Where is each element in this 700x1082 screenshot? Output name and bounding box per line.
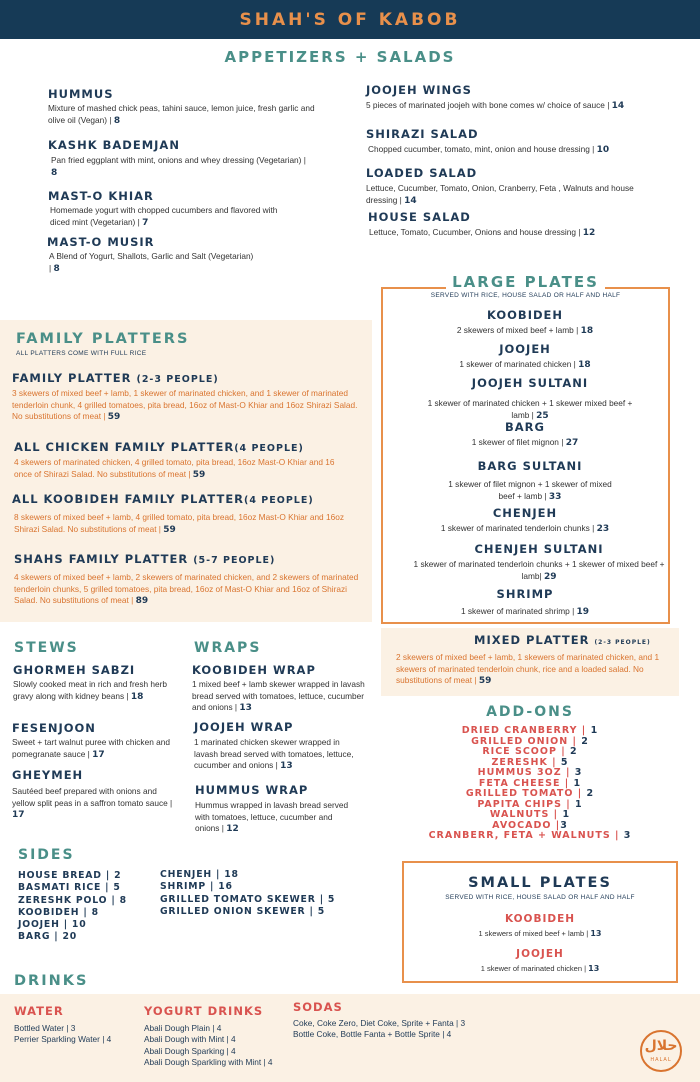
wrap-joojeh [194, 720, 366, 773]
addon-item: GRILLED ONION | 2 [471, 735, 589, 747]
family-platter-1 [12, 371, 362, 424]
item-desc: Mixture of mashed chick peas, tahini sauce, lemon juice, fresh garlic and olive oil (Vegan) | [48, 103, 315, 125]
item-name: JOOJEH WINGS [366, 83, 472, 97]
addon-item: AVOCADO |3 [492, 819, 568, 831]
halal-logo [640, 1030, 682, 1072]
item-price: 18 [580, 326, 594, 336]
item-price: 10 [596, 145, 610, 155]
item-price: 23 [596, 524, 610, 534]
item-name: MIXED PLATTER [474, 633, 590, 647]
item-desc: 5 pieces of marinated joojeh with bone comes w/ choice of sauce | [366, 100, 612, 110]
item-desc: 1 mixed beef + lamb skewer wrapped in lavash bread served with tomatoes, lettuce, cucumber and onions | [192, 679, 365, 712]
small-koobideh [410, 913, 670, 940]
appetizer-mast-o-musir [47, 235, 257, 275]
drink-category: SODAS [293, 1000, 343, 1014]
item-desc: Pan fried eggplant with mint, onions and whey dressing (Vegetarian) | [51, 155, 306, 165]
drink-item: Abali Dough Sparkling with Mint | 4 [144, 1056, 273, 1067]
item-name: MAST-O MUSIR [47, 235, 155, 249]
item-name: JOOJEH SULTANI [471, 376, 589, 390]
item-price: 59 [192, 469, 206, 480]
drink-item: Coke, Coke Zero, Diet Coke, Sprite + Fanta | 3 [293, 1018, 466, 1028]
item-name: BARG SULTANI [477, 459, 583, 473]
appetizer-kashk-bademjan [48, 138, 308, 179]
drink-item: Abali Dough Sparking | 4 [144, 1045, 236, 1056]
item-name: MAST-O KHIAR [48, 189, 154, 203]
mixed-platter [396, 633, 676, 688]
item-price: 25 [536, 410, 549, 421]
large-koobideh [395, 308, 655, 338]
item-desc: 1 skewer of filet mignon + 1 skewer of mixed beef + lamb | [448, 479, 612, 501]
side-item: BASMATI RICE | 5 [18, 882, 121, 894]
item-price: 8 [53, 263, 60, 274]
sodas-section [293, 1000, 523, 1041]
item-desc: 1 skewer of marinated shrimp | [460, 606, 577, 616]
item-name: ALL KOOBIDEH FAMILY PLATTER [12, 492, 245, 506]
addon-item: FETA CHEESE | 1 [478, 777, 582, 789]
sides-right-list [160, 869, 390, 918]
item-price: 7 [142, 217, 149, 228]
item-people: (4 PEOPLE) [244, 495, 314, 506]
addon-item: GRILLED TOMATO | 2 [465, 788, 595, 799]
item-price: 8 [113, 115, 121, 126]
item-price: 13 [588, 964, 600, 973]
small-plates-title: SMALL PLATES [468, 875, 612, 891]
sides-left-list [18, 870, 158, 944]
side-item: KOOBIDEH | 8 [18, 906, 99, 918]
item-price: 12 [226, 824, 239, 834]
item-name: ALL CHICKEN FAMILY PLATTER [14, 440, 235, 454]
family-platter-4 [14, 552, 364, 608]
item-desc: 4 skewers of marinated chicken, 4 grilled tomato, pita bread, 16oz Mast-O Khiar and 16 once of Shirazi Salad. No substitutions of meat | [14, 457, 335, 479]
small-joojeh [410, 948, 670, 975]
item-desc: Sautéed beef prepared with onions and yellow split peas in a saffron tomato sauce | [12, 786, 173, 808]
item-price: 59 [163, 524, 176, 535]
appetizer-loaded-salad [366, 166, 656, 207]
addon-item: CRANBERR, FETA + WALNUTS | 3 [428, 830, 632, 841]
halal-text: HALAL [650, 1057, 672, 1063]
item-name: FAMILY PLATTER [12, 371, 132, 385]
item-people: (2-3 PEOPLE) [136, 374, 219, 385]
item-people: (4 PEOPLE) [234, 443, 304, 454]
item-desc: 1 skewer of filet mignon | [471, 437, 566, 447]
side-item: BARG | 20 [18, 931, 78, 943]
item-price: 59 [107, 412, 121, 422]
item-name: HOUSE SALAD [368, 210, 471, 224]
item-desc: Chopped cucumber, tomato, mint, onion and house dressing | [368, 144, 597, 154]
drink-item: Bottle Coke, Bottle Fanta + Bottle Sprite | 4 [293, 1029, 452, 1040]
item-price: 59 [478, 676, 492, 686]
addons-list [410, 726, 650, 842]
stew-gheymeh [12, 768, 182, 822]
item-name: JOOJEH [499, 342, 551, 356]
item-price: 33 [548, 491, 562, 502]
item-price: 17 [92, 749, 105, 760]
stew-ghormeh-sabzi [13, 663, 183, 703]
item-price: 13 [239, 703, 252, 713]
item-price: 27 [565, 438, 579, 448]
item-people: (2-3 PEOPLE) [594, 639, 651, 646]
restaurant-title: SHAH'S OF KABOB [239, 10, 461, 30]
item-name: KOOBIDEH [504, 913, 576, 925]
appetizer-joojeh-wings [366, 83, 666, 113]
yogurt-drinks-section [144, 1004, 304, 1068]
item-desc: Slowly cooked meat in rich and fresh herb gravy along with kidney beans | [13, 679, 168, 701]
item-name: GHORMEH SABZI [13, 663, 136, 677]
addon-item: PAPITA CHIPS | 1 [477, 798, 583, 810]
item-desc: 3 skewers of mixed beef + lamb, 1 skewer of marinated chicken, and 1 skewer of marinated tenderloin chunk, 4 grilled tomatoes, pita bread, 16oz of Mast-O Khiar and 16oz Shirazi Salad. No substitutions of meat | [12, 388, 358, 421]
item-price: 17 [12, 810, 25, 820]
large-shrimp [395, 587, 655, 619]
item-desc: Lettuce, Tomato, Cucumber, Onions and house dressing | [369, 227, 583, 237]
item-desc: 2 skewers of mixed beef + lamb | [456, 325, 581, 335]
item-desc: 8 skewers of mixed beef + lamb, 4 grilled tomato, pita bread, 16oz Mast-O Khiar and 16oz Shirazi Salad. No substitutions of meat | [14, 512, 344, 534]
appetizer-mast-o-khiar [48, 189, 288, 229]
drink-item: Perrier Sparkling Water | 4 [14, 1034, 112, 1045]
item-name: LOADED SALAD [366, 166, 478, 180]
item-desc: Lettuce, Cucumber, Tomato, Onion, Cranberry, Feta , Walnuts and house dressing | [366, 183, 634, 205]
stew-fesenjoon [12, 721, 187, 761]
item-name: HUMMUS [48, 87, 114, 101]
appetizer-shirazi-salad [366, 127, 666, 157]
family-platter-3 [12, 492, 352, 536]
addon-item: DRIED CRANBERRY | 1 [461, 725, 599, 736]
item-desc: 1 skewer of marinated chicken | [480, 964, 589, 973]
item-name: GHEYMEH [12, 768, 84, 782]
halal-script: حلال [644, 1038, 678, 1054]
item-desc: 1 skewer of marinated chicken | [459, 359, 579, 369]
item-price: 19 [576, 607, 590, 617]
addon-item: WALNUTS | 1 [489, 809, 571, 820]
large-chenjeh [395, 506, 655, 536]
item-price: 29 [543, 571, 557, 582]
item-price: 8 [51, 167, 58, 178]
item-price: 18 [578, 360, 591, 370]
item-price: 12 [582, 228, 596, 238]
item-desc: 1 skewer of marinated chicken + 1 skewer mixed beef + lamb | [427, 398, 633, 420]
water-section [14, 1004, 144, 1046]
item-desc: A Blend of Yogurt, Shallots, Garlic and Salt (Vegetarian) | [49, 251, 254, 273]
drinks-title: DRINKS [14, 973, 89, 989]
item-price: 18 [130, 691, 144, 702]
item-desc: 2 skewers of mixed beef + lamb, 1 skewers of marinated chicken, and 1 skewers of marinated tenderloin chunk, rice and a loaded salad. No substitutions of meat | [396, 652, 660, 685]
drink-item: Abali Dough Plain | 4 [144, 1023, 222, 1033]
item-name: SHRIMP [496, 587, 554, 601]
item-price: 13 [280, 761, 293, 771]
appetizer-house-salad [368, 210, 668, 240]
small-plates-subtitle: SERVED WITH RICE, HOUSE SALAD OR HALF AND HALF [445, 894, 635, 901]
item-price: 89 [135, 596, 149, 606]
item-name: KOOBIDEH [486, 308, 564, 322]
large-barg [395, 420, 655, 450]
item-desc: 1 marinated chicken skewer wrapped in lavash bread served with tomatoes, lettuce, cucumber and onions | [194, 737, 354, 770]
item-desc: 1 skewer of marinated tenderloin chunks + 1 skewer of mixed beef + lamb| [413, 559, 665, 581]
item-name: SHAHS FAMILY PLATTER [14, 552, 189, 566]
appetizer-hummus [48, 87, 328, 127]
side-item: CHENJEH | 18 [160, 869, 239, 880]
item-price: 14 [404, 195, 417, 206]
side-item: GRILLED ONION SKEWER | 5 [160, 905, 326, 917]
item-desc: 1 skewers of mixed beef + lamb | [478, 929, 591, 938]
item-name: KOOBIDEH WRAP [192, 663, 316, 677]
addons-title: ADD-ONS [486, 704, 574, 720]
large-chenjeh-sultani [410, 542, 668, 583]
drink-category: WATER [14, 1004, 64, 1018]
family-platter-2 [14, 440, 354, 481]
addon-item: HUMMUS 3OZ | 3 [477, 767, 583, 778]
item-desc: Hummus wrapped in lavash bread served with tomatoes, lettuce, cucumber and onions | [195, 800, 349, 833]
addon-item: ZERESHK | 5 [491, 756, 569, 768]
item-people: (5-7 PEOPLE) [193, 555, 276, 566]
item-desc: Homemade yogurt with chopped cucumbers and flavored with diced mint (Vegetarian) | [50, 205, 278, 227]
side-item: JOOJEH | 10 [18, 919, 87, 931]
large-barg-sultani [440, 459, 620, 503]
large-plates-subtitle: SERVED WITH RICE, HOUSE SALAD OR HALF AND HALF [430, 292, 621, 299]
item-name: JOOJEH WRAP [194, 720, 294, 734]
item-name: KASHK BADEMJAN [48, 138, 180, 152]
item-price: 14 [611, 101, 625, 111]
wrap-hummus [195, 783, 355, 836]
item-name: CHENJEH [492, 506, 558, 520]
item-name: BARG [505, 420, 545, 434]
item-desc: 1 skewer of marinated tenderloin chunks | [440, 523, 597, 533]
item-price: 13 [590, 929, 602, 938]
addon-item: RICE SCOOP | 2 [482, 746, 578, 757]
header-bar [0, 0, 700, 39]
drink-item: Bottled Water | 3 [14, 1023, 76, 1033]
item-desc: 4 skewers of mixed beef + lamb, 2 skewers of marinated chicken, and 2 skewers of marinated tenderloin chunks, 5 grilled tomatoes, pita bread, 16oz of Mast-O Khiar and 16oz of Shirazi Salad. No substitutions of meat | [14, 572, 359, 605]
side-item: GRILLED TOMATO SKEWER | 5 [160, 893, 336, 905]
item-name: SHIRAZI SALAD [366, 127, 479, 141]
appetizers-title: APPETIZERS + SALADS [224, 48, 456, 66]
wraps-title: WRAPS [194, 640, 262, 656]
wrap-koobideh [192, 663, 367, 715]
side-item: ZERESHK POLO | 8 [18, 894, 127, 906]
item-name: HUMMUS WRAP [195, 783, 309, 797]
drink-item: Abali Dough with Mint | 4 [144, 1034, 236, 1045]
side-item: HOUSE BREAD | 2 [18, 870, 122, 881]
item-name: JOOJEH [516, 948, 564, 960]
item-name: CHENJEH SULTANI [474, 542, 604, 556]
side-item: SHRIMP | 16 [160, 881, 233, 893]
drink-category: YOGURT DRINKS [144, 1004, 264, 1018]
sides-title: SIDES [18, 847, 75, 863]
large-plates-title: LARGE PLATES [381, 273, 670, 291]
stews-title: STEWS [14, 640, 79, 656]
family-platters-subtitle: ALL PLATTERS COME WITH FULL RICE [16, 350, 147, 357]
large-joojeh [395, 342, 655, 372]
item-desc: Sweet + tart walnut puree with chicken and pomegranate sauce | [12, 737, 170, 759]
item-name: FESENJOON [12, 721, 96, 735]
large-joojeh-sultani [420, 376, 640, 422]
family-platters-title: FAMILY PLATTERS [16, 331, 190, 347]
